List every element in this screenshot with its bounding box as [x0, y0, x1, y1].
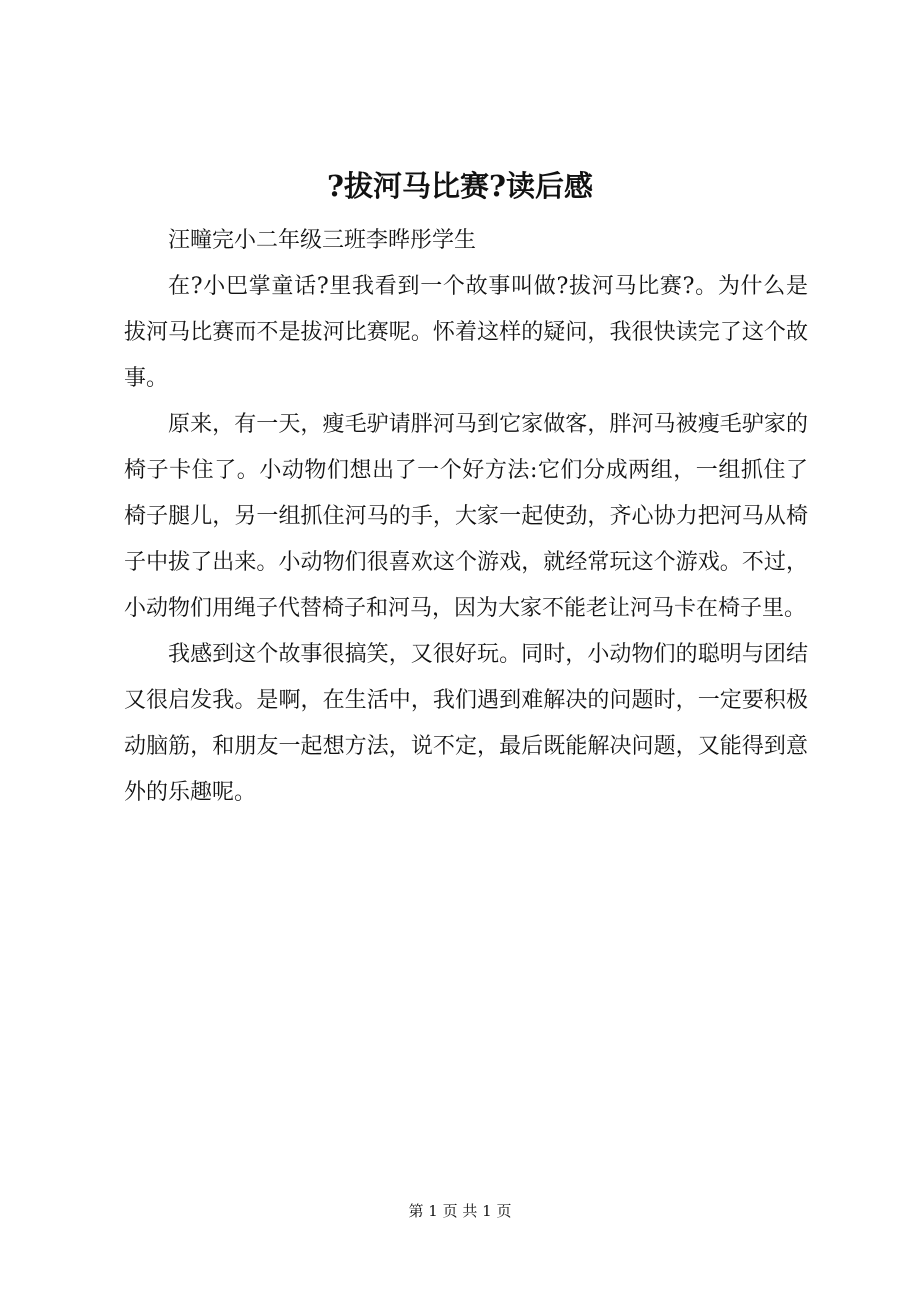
document-title: ?拔河马比赛?读后感 [327, 169, 593, 203]
paragraph-1: 在?小巴掌童话?里我看到一个故事叫做?拔河马比赛?。为什么是拔河马比赛而不是拔河比赛呢。怀着这样的疑问，我很快读完了这个故事。 [124, 274, 808, 391]
paragraph-2: 原来，有一天，瘦毛驴请胖河马到它家做客，胖河马被瘦毛驴家的椅子卡住了。小动物们想出了一个好方法:它们分成两组，一组抓住了椅子腿儿，另一组抓住河马的手，大家一起使劲，齐心协力把河马从椅子中拔了出来。小动物们很喜欢这个游戏，就经常玩这个游戏。不过，小动物们用绳子代替椅子和河马，因为大家不能老让河马卡在椅子里。 [124, 412, 808, 621]
paragraph-3: 我感到这个故事很搞笑，又很好玩。同时，小动物们的聪明与团结又很启发我。是啊，在生活中，我们遇到难解决的问题时，一定要积极动脑筋，和朋友一起想方法，说不定，最后既能解决问题，又能得到意外的乐趣呢。 [124, 642, 808, 805]
document-body [124, 218, 808, 816]
page-footer: 第 1 页 共 1 页 [408, 1202, 512, 1220]
author-line: 汪疃完小二年级三班李晔彤学生 [168, 228, 477, 253]
